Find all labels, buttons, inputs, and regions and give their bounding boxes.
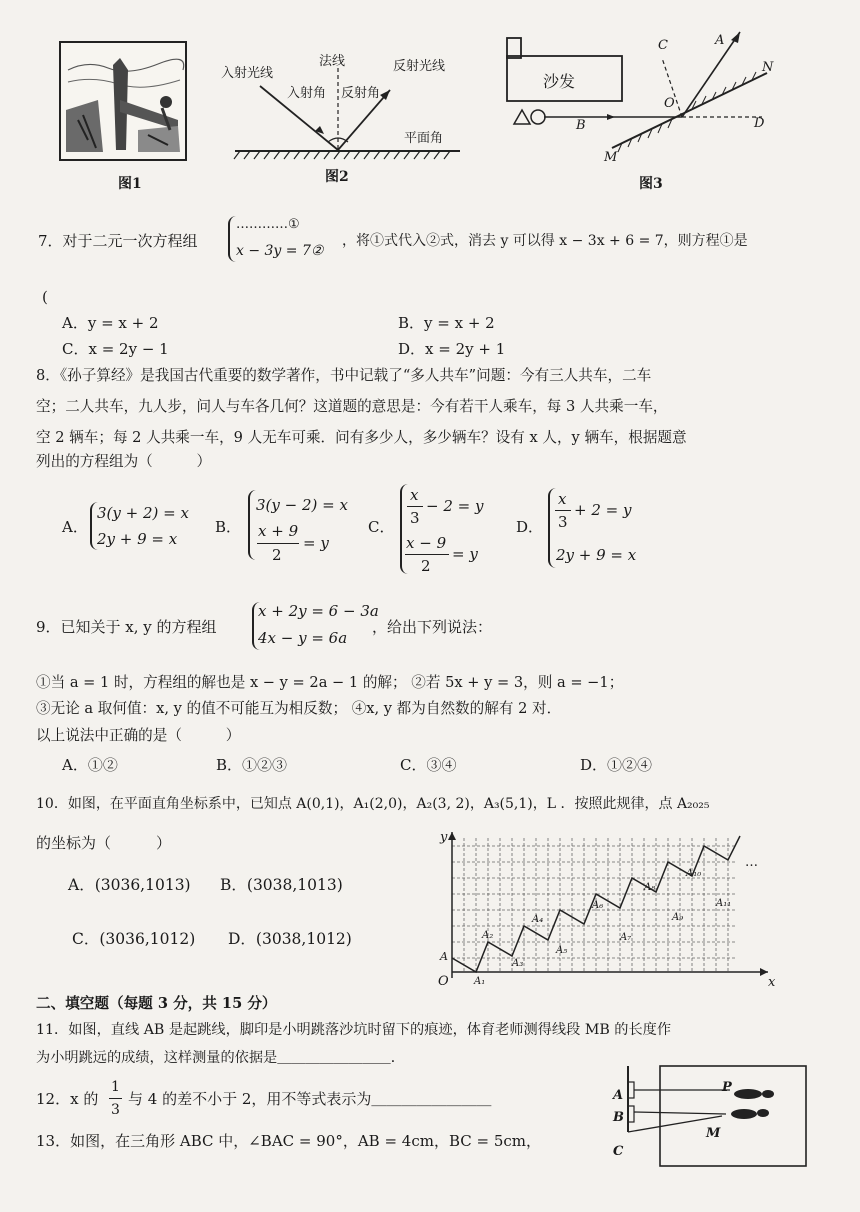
q10-option-d[interactable]: D．(3038,1012) <box>228 930 352 948</box>
q11-figure-svg <box>610 1062 810 1172</box>
q10-x-axis-label: x <box>768 975 776 990</box>
q8-option-d-label[interactable]: D． <box>516 518 544 536</box>
q9-eq2: 4x − y = 6a <box>258 629 348 647</box>
fig3-label-A: A <box>715 33 725 48</box>
q8-option-a-label[interactable]: A． <box>62 518 88 536</box>
figure-1 <box>58 40 188 162</box>
q8-line-1: 8．《孙子算经》是我国古代重要的数学著作，书中记载了“多人共车”问题：今有三人共车，二车 <box>36 367 652 384</box>
q9-statement-1: ①当 a = 1 时，方程组的解也是 x − y = 2a − 1 的解； ②若 5x + y = 3，则 a = −1； <box>36 674 624 691</box>
q9-option-d[interactable]: D．①②④ <box>580 756 653 774</box>
q7-eq2: x − 3y = 7② <box>236 243 324 259</box>
q10-point-A7: A₇ <box>620 932 632 943</box>
fig2-incident-label: 入射光线 <box>221 66 274 81</box>
q11-figure <box>610 1062 810 1172</box>
q10-text-a: 10．如图，在平面直角坐标系中，已知点 A(0,1)，A₁(2,0)，A₂(3, 2)，A₃(5,1)，L ．按照此规律，点 A₂₀₂₅ <box>36 796 710 812</box>
q8-d-eq2: 2y + 9 = x <box>556 546 637 564</box>
fig2-normal-label: 法线 <box>319 54 346 69</box>
q8-line-3: 空 2 辆车；每 2 人共乘一车，9 人无车可乘．问有多少人，多少辆车？设有 x 人，y 辆车，根据题意 <box>36 429 687 446</box>
q10-point-A1: A₁ <box>474 976 486 987</box>
fig3-label-M: M <box>604 150 618 165</box>
q10-point-A8: A₈ <box>644 882 656 893</box>
q9-eq1: x + 2y = 6 − 3a <box>258 602 379 620</box>
q10-point-A11: A₁₁ <box>716 898 732 909</box>
q9-option-a[interactable]: A．①② <box>62 756 118 774</box>
figure-3-diagram <box>502 28 792 168</box>
fig3-label-D: D <box>754 116 765 131</box>
q12-pre: 12．x 的 <box>36 1090 99 1108</box>
figure-1-image <box>58 40 188 162</box>
q13-text: 13．如图，在三角形 ABC 中，∠BAC = 90°，AB = 4cm，BC = 5cm， <box>36 1132 542 1150</box>
q8-c-eq1-rhs: − 2 = y <box>426 497 484 515</box>
q7-text-a: 7．对于二元一次方程组 <box>38 232 198 250</box>
q8-b-brace <box>248 490 256 560</box>
q8-b-eq2-num: x + 9 <box>258 522 299 540</box>
fig2-reflected-label: 反射光线 <box>393 59 446 74</box>
q11-label-C: C <box>613 1144 624 1159</box>
q8-d-eq1-num: x <box>558 490 567 508</box>
q10-point-A2: A₂ <box>482 930 494 941</box>
q10-dots: … <box>745 855 758 870</box>
q10-text-b: 的坐标为（ ） <box>36 834 172 852</box>
q10-point-A3: A₃ <box>512 958 524 969</box>
fig3-label-C: C <box>658 38 668 53</box>
q10-point-A6: A₆ <box>592 900 604 911</box>
q9-statement-2: ③无论 a 取何值：x, y 的值不可能互为相反数； ④x, y 都为自然数的解有 2 对． <box>36 700 562 717</box>
q8-c-eq1-num: x <box>410 486 419 504</box>
q9-text-b: ，给出下列说法： <box>372 618 493 636</box>
q7-text-b: ，将①式代入②式，消去 y 可以得 x − 3x + 6 = 7，则方程①是 <box>342 233 748 249</box>
q10-option-b[interactable]: B．(3038,1013) <box>220 876 343 894</box>
section-2-heading: 二、填空题（每题 3 分，共 15 分） <box>36 995 277 1012</box>
q7-brace <box>228 216 236 262</box>
fig3-label-O: O <box>664 96 675 111</box>
q11-label-A: A <box>613 1088 624 1103</box>
q10-point-A: A <box>440 950 448 963</box>
q12-post: 与 4 的差不小于 2，用不等式表示为＿＿＿＿＿＿＿＿ <box>128 1090 492 1108</box>
q12-frac-num: 1 <box>111 1079 120 1095</box>
q8-option-b-label[interactable]: B． <box>215 518 242 536</box>
q11-line-2: 为小明跳远的成绩，这样测量的依据是＿＿＿＿＿＿＿＿． <box>36 1050 405 1066</box>
q8-a-eq1: 3(y + 2) = x <box>97 504 189 522</box>
q8-b-eq1: 3(y − 2) = x <box>256 496 348 514</box>
q10-point-A5: A₅ <box>556 945 568 956</box>
q8-line-4: 列出的方程组为（ ） <box>36 453 212 470</box>
q8-c-eq2-num: x − 9 <box>406 534 447 552</box>
q10-origin-label: O <box>438 974 449 989</box>
q8-d-brace <box>548 488 556 568</box>
fig3-label-B: B <box>576 118 586 133</box>
q8-line-2: 空；二人共车，九人步，问人与车各几何？这道题的意思是：今有若干人乘车，每 3 人共乘一车， <box>36 398 668 415</box>
q8-b-eq2-den: 2 <box>272 546 282 564</box>
figure-3-caption: 图3 <box>639 176 663 192</box>
fig3-label-N: N <box>762 60 774 75</box>
q8-c-brace <box>400 484 408 574</box>
q10-option-a[interactable]: A．(3036,1013) <box>68 876 191 894</box>
q10-y-axis-label: y <box>440 830 448 845</box>
q11-label-B: B <box>613 1110 624 1125</box>
q9-option-c[interactable]: C．③④ <box>400 756 457 774</box>
q10-point-A4: A₄ <box>532 914 544 925</box>
q7-eq1: …………① <box>236 217 300 232</box>
fig2-plane-label: 平面角 <box>404 131 444 146</box>
fig2-incident-angle-label: 入射角 <box>287 86 327 101</box>
q11-label-M: M <box>706 1126 721 1141</box>
q8-d-eq1-den: 3 <box>558 513 568 531</box>
q8-c-eq1-den: 3 <box>410 509 420 527</box>
q10-point-A10: A₁₀ <box>686 868 702 879</box>
q8-option-c-label[interactable]: C． <box>368 518 395 536</box>
q10-point-A9: A₉ <box>672 912 684 923</box>
figure-1-caption: 图1 <box>118 176 142 192</box>
q9-statement-3: 以上说法中正确的是（ ） <box>36 727 241 744</box>
q8-c-eq2-rhs: = y <box>452 545 478 563</box>
q7-paren: ( <box>42 288 48 306</box>
fig2-reflect-angle-label: 反射角 <box>341 86 381 101</box>
q7-option-c[interactable]: C．x = 2y − 1 <box>62 340 169 358</box>
q8-b-eq2-rhs: = y <box>303 534 329 552</box>
q7-option-b[interactable]: B．y = x + 2 <box>398 314 495 332</box>
q8-d-eq1-rhs: + 2 = y <box>574 501 632 519</box>
q9-option-b[interactable]: B．①②③ <box>216 756 288 774</box>
q11-label-P: P <box>722 1080 732 1095</box>
figure-2-caption: 图2 <box>325 169 349 185</box>
q7-option-a[interactable]: A．y = x + 2 <box>62 314 159 332</box>
q8-c-eq2-den: 2 <box>421 557 431 575</box>
q12-frac-den: 3 <box>111 1102 120 1118</box>
q10-option-c[interactable]: C．(3036,1012) <box>72 930 196 948</box>
q9-text-a: 9．已知关于 x, y 的方程组 <box>36 618 217 636</box>
q8-a-eq2: 2y + 9 = x <box>97 530 178 548</box>
q11-line-1: 11．如图，直线 AB 是起跳线，脚印是小明跳落沙坑时留下的痕迹，体育老师测得线段 MB 的长度作 <box>36 1022 672 1038</box>
q7-option-d[interactable]: D．x = 2y + 1 <box>398 340 506 358</box>
figure-3 <box>502 28 792 168</box>
fig3-sofa-label: 沙发 <box>543 72 576 91</box>
